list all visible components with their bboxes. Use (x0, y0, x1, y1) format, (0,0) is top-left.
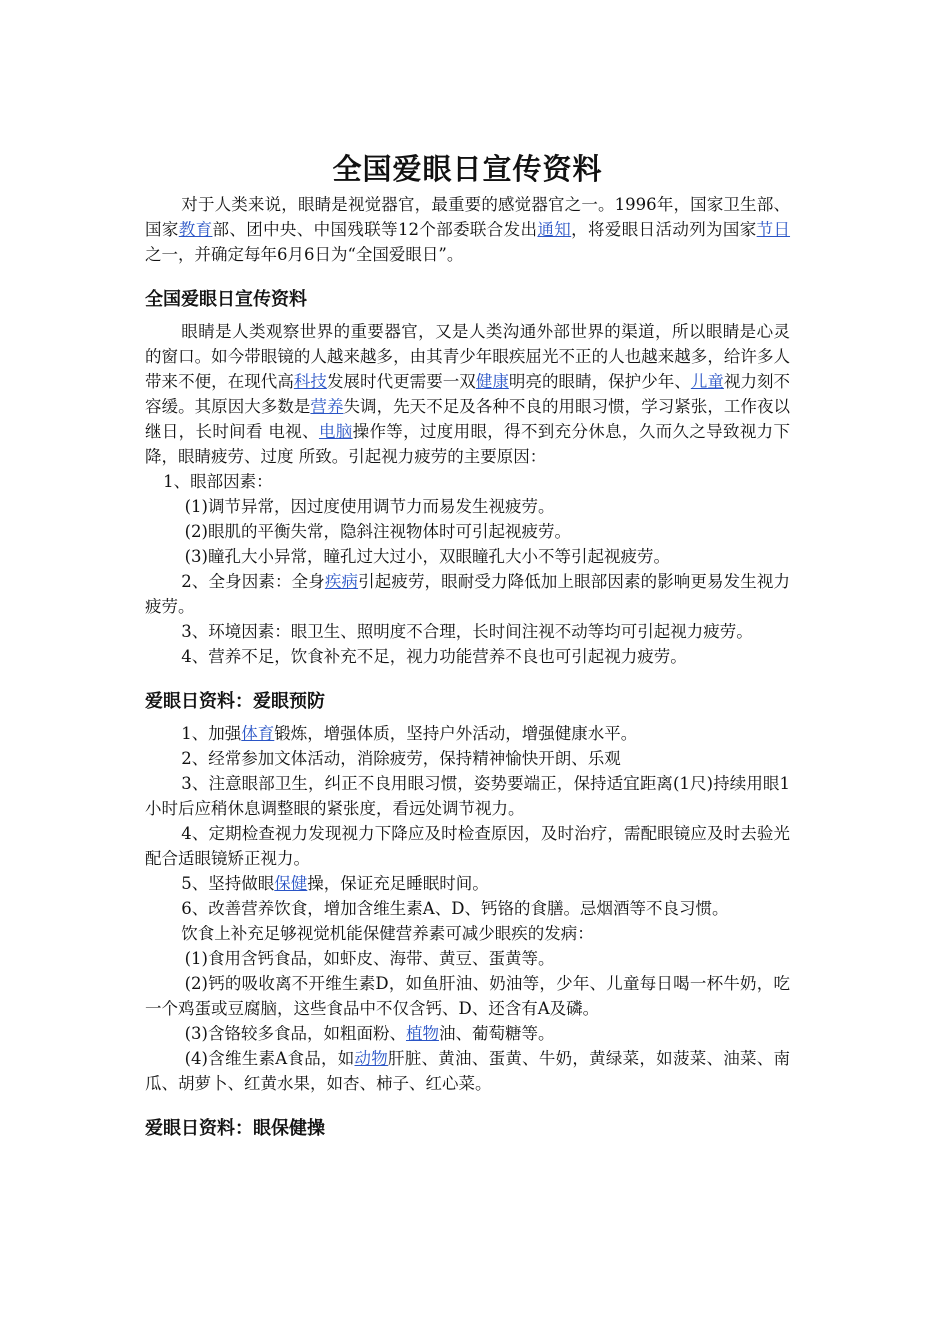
link-healthcare[interactable]: 保健 (274, 874, 308, 893)
intro-paragraph: 对于人类来说，眼睛是视觉器官，最重要的感觉器官之一。1996年，国家卫生部、国家教育部、团中央、中国残联等12个部委联合发出通知，将爱眼日活动列为国家节日之一，并确定每年6月6日为“全国爱眼日”。 (145, 195, 791, 264)
link-holiday[interactable]: 节日 (756, 220, 791, 239)
document-title: 全国爱眼日宣传资料 (332, 152, 603, 186)
link-animal[interactable]: 动物 (354, 1049, 389, 1068)
link-health[interactable]: 健康 (475, 372, 509, 391)
nutrition-factor-paragraph: 4、营养不足，饮食补充不足，视力功能营养不良也可引起视力疲劳。 (181, 647, 687, 666)
body-factor-paragraph: 2、全身因素：全身疾病引起疲劳，眼耐受力降低加上眼部因素的影响更易发生视力疲劳。 (145, 572, 791, 616)
diet-intro: 饮食上补充足够视觉机能保健营养素可减少眼疾的发病： (181, 924, 594, 943)
prevention-item: 1、加强体育锻炼，增强体质，坚持户外活动，增强健康水平。 (181, 724, 638, 743)
section-heading-3: 爱眼日资料：眼保健操 (145, 1118, 325, 1139)
link-children[interactable]: 儿童 (690, 372, 724, 391)
prevention-item: 2、经常参加文体活动，消除疲劳，保持精神愉快开朗、乐观 (181, 749, 621, 768)
diet-item: (3)含铬较多食品，如粗面粉、植物油、葡萄糖等。 (184, 1024, 555, 1043)
prevention-item: 6、改善营养饮食，增加含维生素A、D、钙铬的食膳。忌烟酒等不良习惯。 (181, 899, 729, 918)
link-nutrition[interactable]: 营养 (310, 397, 344, 416)
link-technology[interactable]: 科技 (293, 372, 327, 391)
eye-factor-item: (3)瞳孔大小异常，瞳孔过大过小，双眼瞳孔大小不等引起视疲劳。 (184, 547, 670, 566)
env-factor-paragraph: 3、环境因素：眼卫生、照明度不合理，长时间注视不动等均可引起视力疲劳。 (181, 622, 753, 641)
prevention-item: 3、注意眼部卫生，纠正不良用眼习惯，姿势要端正，保持适宜距离(1尺)持续用眼1小时后应稍休息调整眼的紧张度，看远处调节视力。 (145, 774, 790, 818)
eye-factor-item: (2)眼肌的平衡失常，隐斜注视物体时可引起视疲劳。 (184, 522, 571, 541)
diet-item: (1)食用含钙食品，如虾皮、海带、黄豆、蛋黄等。 (184, 949, 555, 968)
eye-factors-label: 1、眼部因素： (163, 472, 273, 491)
document-page (145, 146, 790, 1148)
diet-item: (2)钙的吸收离不开维生素D，如鱼肝油、奶油等，少年、儿童每日喝一杯牛奶，吃一个鸡蛋或豆腐脑，这些食品中不仅含钙、D、还含有A及磷。 (145, 974, 790, 1018)
section-heading-1: 全国爱眼日宣传资料 (145, 289, 307, 310)
link-sports[interactable]: 体育 (241, 724, 275, 743)
eye-factor-item: (1)调节异常，因过度使用调节力而易发生视疲劳。 (184, 497, 555, 516)
link-plant[interactable]: 植物 (405, 1024, 439, 1043)
link-notice[interactable]: 通知 (537, 220, 572, 239)
section-heading-2: 爱眼日资料：爱眼预防 (145, 691, 325, 712)
diet-item: (4)含维生素A食品，如动物肝脏、黄油、蛋黄、牛奶，黄绿菜，如菠菜、油菜、南瓜、胡萝卜、红黄水果，如杏、柿子、红心菜。 (145, 1049, 791, 1093)
section1-paragraph: 眼睛是人类观察世界的重要器官，又是人类沟通外部世界的渠道，所以眼睛是心灵的窗口。如今带眼镜的人越来越多，由其青少年眼疾屈光不正的人也越来越多，给许多人带来不便，在现代高科技发展时代更需要一双健康明亮的眼睛，保护少年、儿童视力刻不容缓。其原因大多数是营养失调，先天不足及各种不良的用眼习惯，学习紧张，工作夜以继日，长时间看 电视、电脑操作等，过度用眼，得不到充分休息，久而久之导致视力下降，眼睛疲劳、过度 所致。引起视力疲劳的主要原因： (145, 322, 791, 466)
prevention-item: 4、定期检查视力发现视力下降应及时检查原因，及时治疗，需配眼镜应及时去验光配合适眼镜矫正视力。 (145, 824, 790, 868)
prevention-item: 5、坚持做眼保健操，保证充足睡眠时间。 (181, 874, 489, 893)
link-computer[interactable]: 电脑 (318, 422, 353, 441)
link-education[interactable]: 教育 (178, 220, 213, 239)
link-disease[interactable]: 疾病 (324, 572, 359, 591)
